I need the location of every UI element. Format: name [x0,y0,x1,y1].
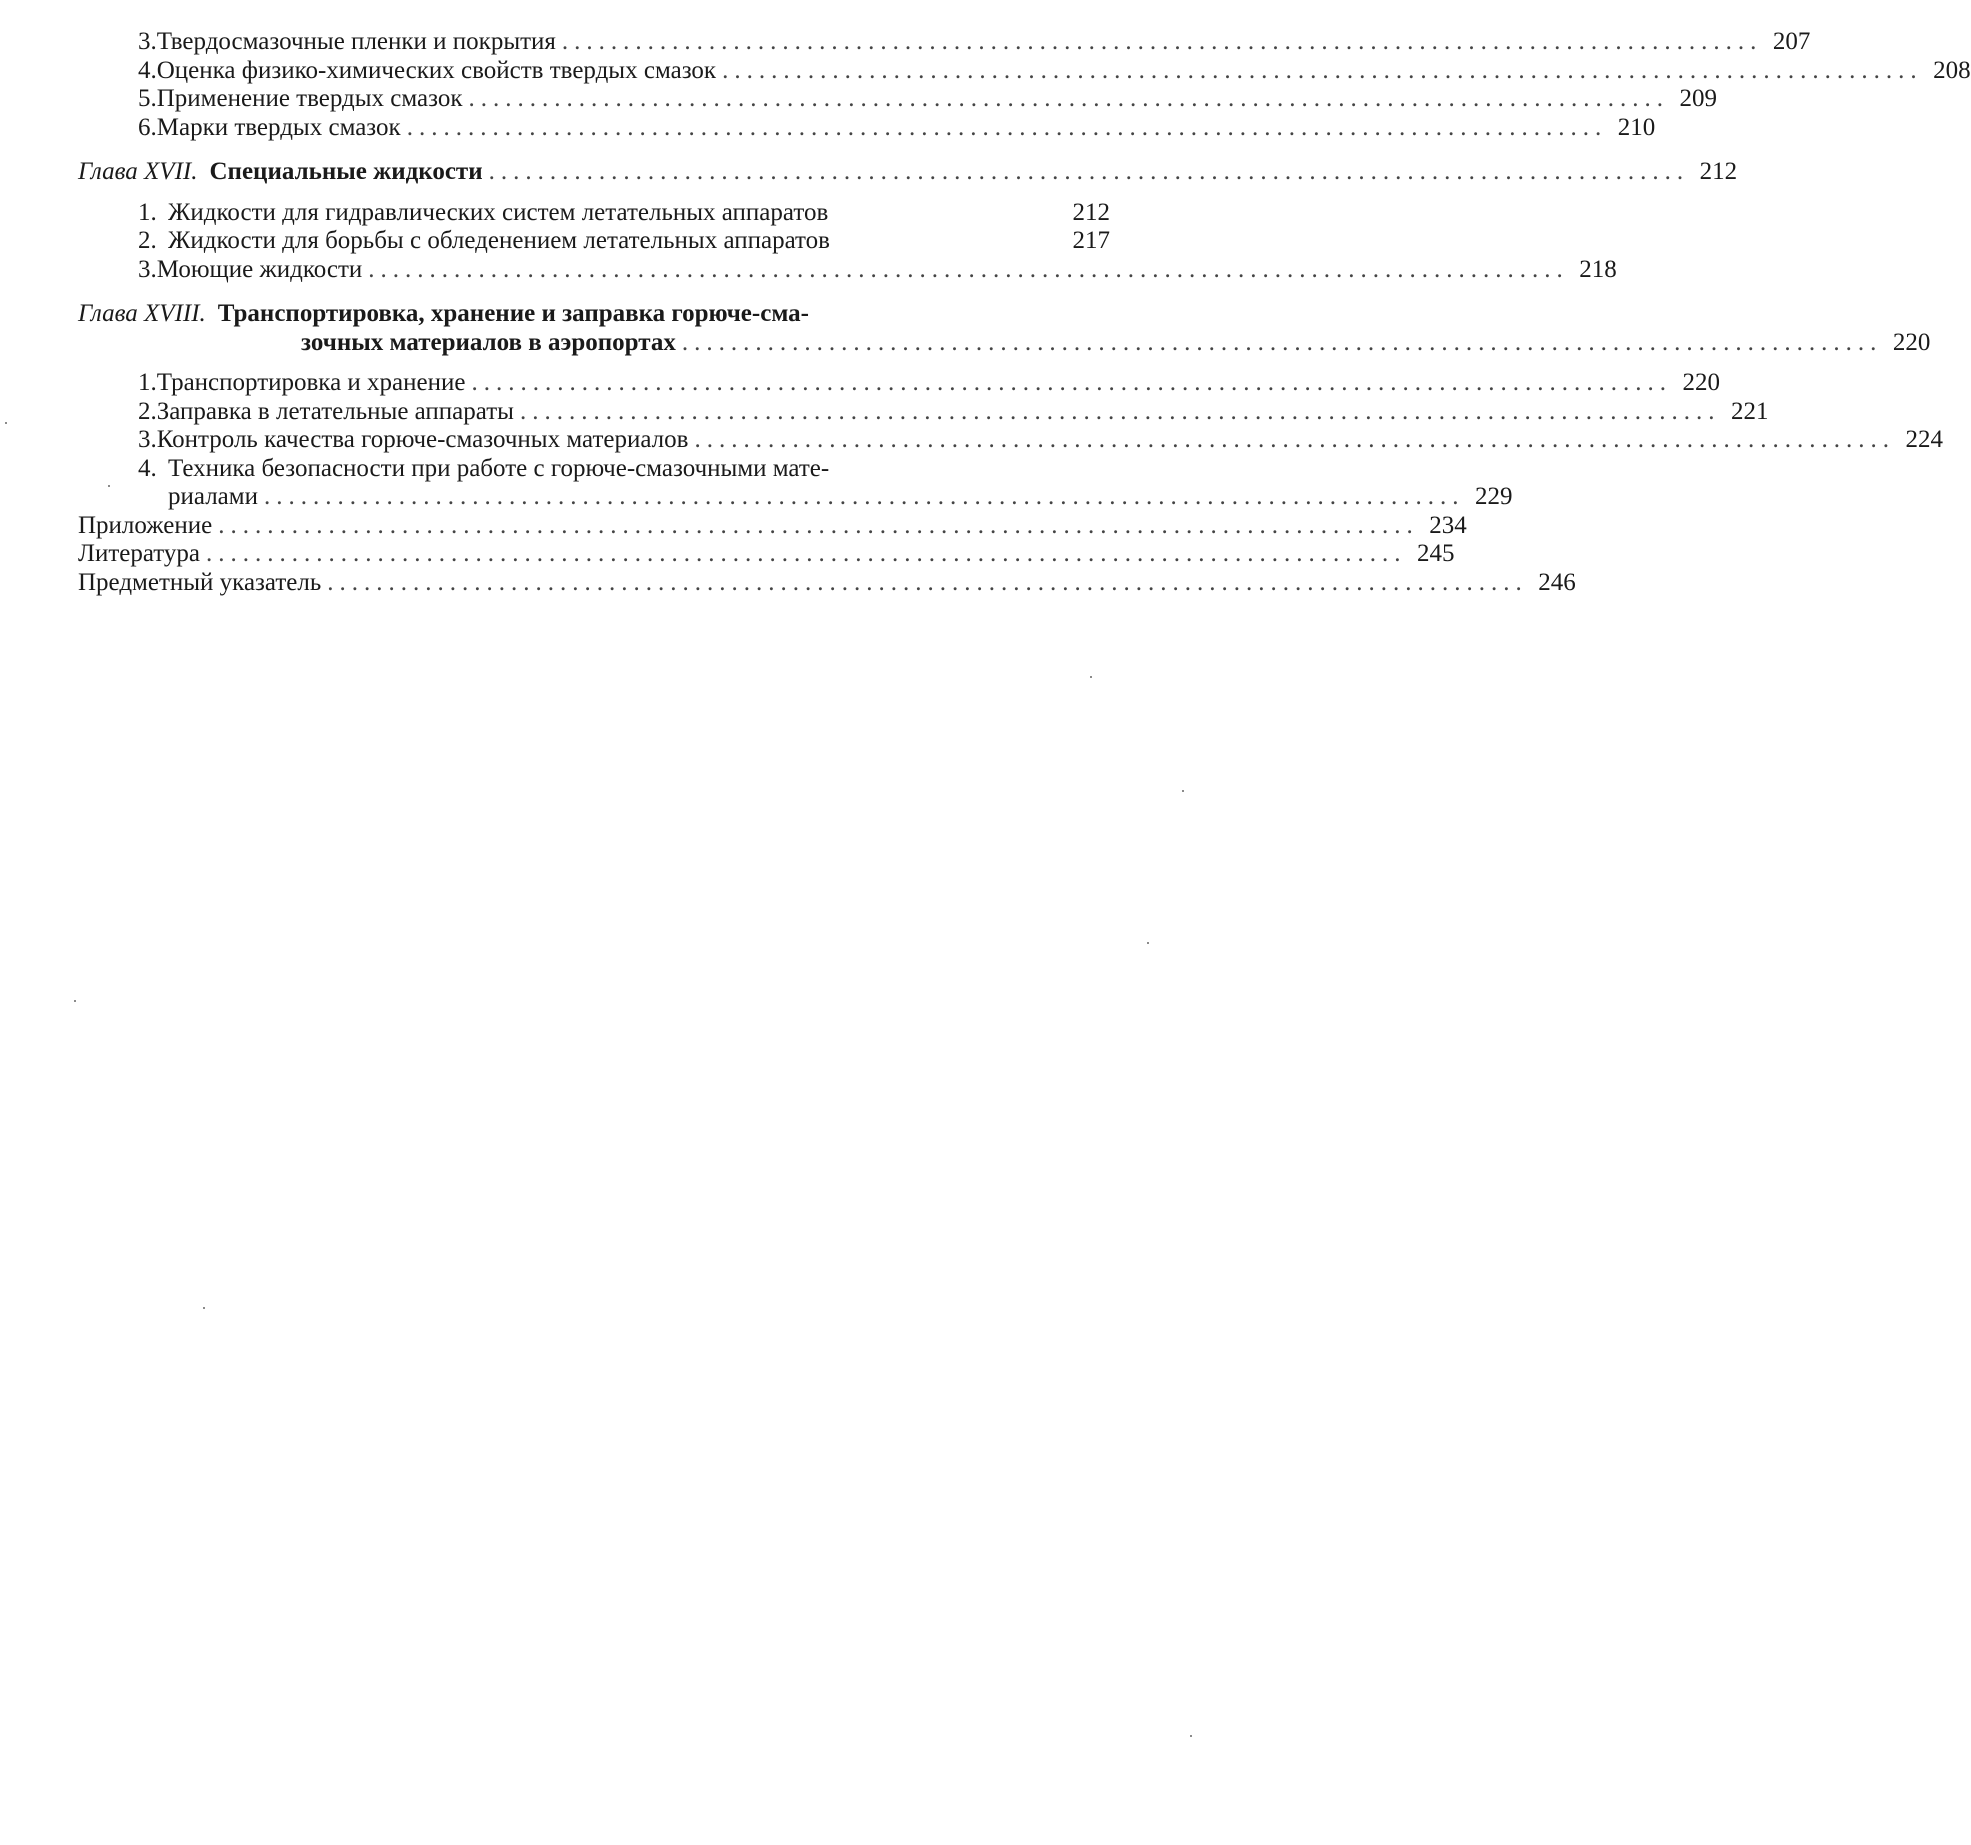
toc-entry [78,199,1110,228]
scan-speck [1182,790,1184,792]
toc-group-1 [78,28,1971,142]
toc-entry [78,426,1943,455]
toc-entry [78,540,1455,569]
toc-entry [78,397,1769,427]
entry-page: 229 [1474,483,1513,510]
entry-page: 246 [1538,568,1576,596]
entry-page: 208 [1933,56,1971,84]
entry-number: 2. [138,397,157,425]
chapter-label: Глава XVIII. [78,300,206,327]
entry-page: 207 [1772,28,1811,55]
dot-leader: .................................................................................................. [327,568,1528,596]
chapter-18-line-2 [78,328,1931,358]
scan-speck [74,1000,76,1002]
toc-entry [78,56,1971,86]
entry-title: Предметный указатель [78,568,322,596]
chapter-label: Глава XVII. [78,158,198,185]
entry-title: Жидкости для гидравлических систем летательных аппаратов [168,198,829,226]
toc-group-2 [78,198,1617,285]
scan-speck [1190,1735,1192,1737]
entry-number: 3. [138,426,157,453]
scan-speck [5,422,7,424]
dot-leader: .................................................................................................. [681,328,1883,356]
chapter-title: Специальные жидкости [209,158,483,185]
dot-leader: .................................................................................................. [488,158,1690,185]
chapter-17-heading [78,158,1738,187]
toc-back-matter [78,511,1576,598]
chapter-title-line-1: Транспортировка, хранение и заправка горюче-сма- [217,300,809,327]
entry-number: 1. [138,198,157,226]
chapter-18-heading [78,300,1931,357]
entry-title: Оценка физико-химических свойств твердых смазок [156,56,717,84]
entry-page: 218 [1579,255,1617,283]
dot-leader: .................................................................................................. [468,85,1670,112]
entry-title: Применение твердых смазок [156,85,463,112]
entry-title-line-2: риалами [168,483,258,510]
chapter-title-line-2: зочных материалов в аэропортах [301,328,676,356]
entry-page: 209 [1679,85,1718,112]
scan-speck [203,1307,205,1309]
entry-page: 220 [1682,369,1720,396]
toc-group-3 [78,369,1943,512]
dot-leader: .................................................................................................. [519,397,1721,425]
entry-title: Заправка в летательные аппараты [156,397,514,425]
entry-page: 212 [1072,198,1110,226]
entry-title: Моющие жидкости [156,255,363,283]
entry-title: Твердосмазочные пленки и покрытия [156,28,556,55]
toc-entry [78,255,1617,285]
scan-speck [108,485,110,487]
scan-speck [1090,676,1092,678]
entry-title: Марки твердых смазок [156,113,401,141]
chapter-page: 220 [1892,328,1931,356]
wrapped-line-1 [78,455,1110,484]
toc-entry [78,227,1110,256]
dot-leader: .................................................................................................. [218,511,1419,539]
dot-leader: .................................................................................................. [722,56,1923,84]
entry-page: 234 [1429,511,1467,539]
chapter-page: 212 [1699,158,1738,185]
entry-title-line-1: Техника безопасности при работе с горюче-смазочными мате- [168,454,830,482]
toc-entry-wrapped [78,454,1513,512]
entry-page: 245 [1417,540,1455,567]
toc-entry [78,511,1467,541]
entry-number: 6. [138,113,157,141]
entry-number: 3. [138,255,157,283]
toc-entry [78,369,1720,398]
dot-leader: .................................................................................................. [406,113,1608,141]
entry-page: 224 [1905,426,1943,453]
entry-title: Контроль качества горюче-смазочных материалов [156,426,689,453]
entry-number: 2. [138,227,157,254]
entry-title: Приложение [78,511,213,539]
entry-title: Транспортировка и хранение [156,369,466,396]
entry-title: Жидкости для борьбы с обледенением летательных аппаратов [168,227,830,254]
dot-leader: .................................................................................................. [694,426,1895,453]
table-of-contents [78,28,1971,597]
toc-entry [78,28,1811,57]
entry-number: 4. [138,56,157,84]
wrapped-line-2 [78,483,1513,512]
scan-speck [1147,942,1149,944]
entry-number: 3. [138,28,157,55]
entry-number: 5. [138,85,157,112]
entry-number: 1. [138,369,157,396]
toc-entry [78,113,1656,143]
entry-page: 221 [1730,397,1769,425]
dot-leader: .................................................................................................. [368,255,1569,283]
dot-leader: .................................................................................................. [471,369,1672,396]
dot-leader: .................................................................................................. [206,540,1407,567]
toc-entry [78,568,1576,598]
toc-entry [78,85,1718,114]
entry-page: 210 [1617,113,1656,141]
chapter-18-line-1 [78,300,1110,329]
dot-leader: .................................................................................................. [263,483,1465,510]
dot-leader: .................................................................................................. [561,28,1763,55]
entry-page: 217 [1072,227,1110,254]
entry-number: 4. [138,454,157,482]
entry-title: Литература [78,540,200,567]
